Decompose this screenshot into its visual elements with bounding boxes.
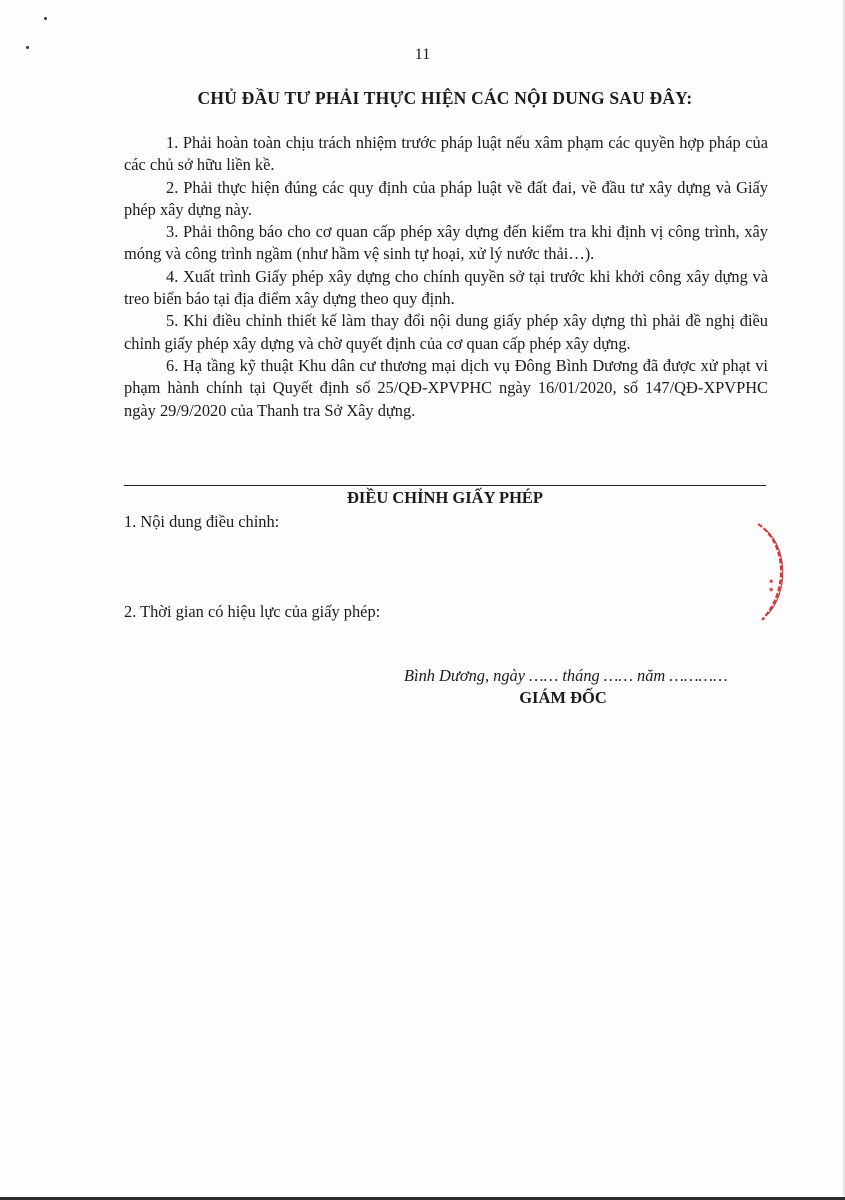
validity-period-field [124,602,380,622]
section-divider [124,485,766,486]
obligations-heading: CHỦ ĐẦU TƯ PHẢI THỰC HIỆN CÁC NỘI DUNG SAU ĐÂY: [197,88,693,108]
obligation-item: 2. Phải thực hiện đúng các quy định của pháp luật về đất đai, về đầu tư xây dựng và Giấy phép xây dựng này. [124,177,768,219]
page-number: 11 [414,46,431,63]
seal-stamp-edge [752,520,792,624]
amendment-content-label: 1. Nội dung điều chỉnh: [124,512,280,531]
obligations-list [124,132,768,422]
obligation-item: 3. Phải thông báo cho cơ quan cấp phép xây dựng đến kiểm tra khi định vị công trình, xây móng và công trình ngầm (như hầm vệ sinh tự hoại, xử lý nước thải…). [124,222,768,264]
signature-place-date: Bình Dương, ngày …… tháng …… năm ………… [404,666,728,685]
obligation-item: 4. Xuất trình Giấy phép xây dựng cho chính quyền sở tại trước khi khởi công xây dựng và treo biển báo tại địa điểm xây dựng theo quy định. [124,266,768,309]
signature-title: GIÁM ĐỐC [519,688,607,707]
amendment-content-field [124,512,279,532]
obligation-item: 1. Phải hoàn toàn chịu trách nhiệm trước pháp luật nếu xâm phạm các quyền hợp pháp của các chủ sở hữu liền kề. [124,133,768,175]
scan-speck [44,17,47,20]
obligation-item: 6. Hạ tầng kỹ thuật Khu dân cư thương mại dịch vụ Đông Bình Dương đã được xử phạt vi phạm hành chính tại Quyết định số 25/QĐ-XPVPHC ngày 16/01/2020, số 147/QĐ-XPVPHC ngày 29/9/2020 của Thanh tra Sở Xây dựng. [124,355,768,420]
validity-period-label: 2. Thời gian có hiệu lực của giấy phép: [124,602,381,621]
amendment-heading: ĐIỀU CHỈNH GIẤY PHÉP [346,488,544,507]
obligation-item: 5. Khi điều chỉnh thiết kế làm thay đổi nội dung giấy phép xây dựng thì phải đề nghị điều chỉnh giấy phép xây dựng và chờ quyết định của cơ quan cấp phép xây dựng. [124,311,768,353]
svg-text:★ ★: ★ ★ [767,578,775,593]
